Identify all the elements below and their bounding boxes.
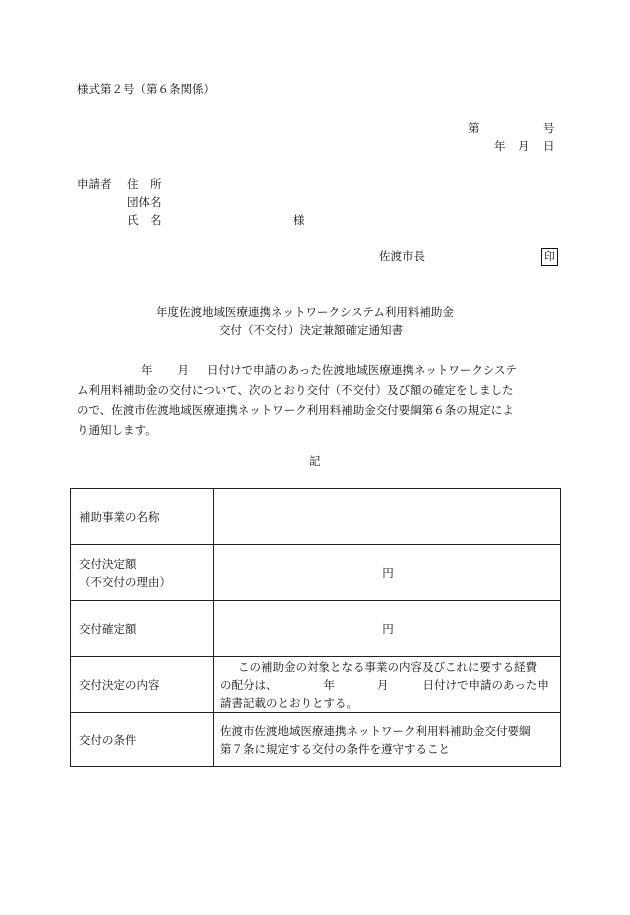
paragraph-line-3: ので、佐渡市佐渡地域医療連携ネットワーク利用料補助金交付要綱第６条の規定によ [77, 403, 514, 417]
date-year: 年 [494, 139, 506, 153]
paragraph-line-1 [77, 360, 555, 380]
date-month: 月 [518, 139, 530, 153]
conditions-line-2: 第７条に規定する交付の条件を遵守すること [220, 741, 450, 756]
row-value-project-name [214, 489, 561, 545]
paragraph-year: 年 [141, 363, 153, 377]
row-label-conditions: 交付の条件 [71, 713, 214, 767]
seal-mark: 印 [541, 248, 558, 266]
document-title-line2: 交付（不交付）決定兼額確定通知書 [219, 323, 403, 337]
non-grant-reason-label: （不交付の理由） [79, 574, 171, 589]
notice-paragraph [77, 360, 555, 440]
ki-marker: 記 [309, 454, 321, 468]
form-number: 様式第２号（第６条関係） [77, 82, 215, 96]
honorific: 様 [293, 213, 305, 227]
decision-content-month: 月 [377, 677, 389, 692]
table-row [71, 713, 561, 767]
decision-content-year: 年 [323, 677, 335, 692]
decision-content-line-3: 請書記載のとおりとする。 [220, 695, 358, 710]
decision-amount-label: 交付決定額 [79, 556, 137, 571]
paragraph-line-2: ム利用料補助金の交付について、次のとおり交付（不交付）及び額の確定をしました [77, 383, 514, 397]
date-day: 日 [543, 139, 555, 153]
paragraph-line-4: り通知します。 [77, 423, 157, 437]
details-table [70, 488, 561, 767]
group-name-label: 団体名 [127, 195, 162, 209]
issuer-name: 佐渡市長 [379, 249, 425, 263]
decision-content-line-1-text: この補助金の対象となる事業の内容及びこれに要する経費 [238, 659, 537, 674]
paragraph-month: 月 [177, 363, 189, 377]
table-row [71, 657, 561, 713]
decision-content-line-2-a: の配分は、 [220, 677, 278, 692]
doc-number-suffix: 号 [543, 121, 555, 135]
decision-content-line-2 [220, 676, 556, 694]
table-row [71, 489, 561, 545]
doc-number-prefix: 第 [468, 121, 480, 135]
table-row [71, 545, 561, 601]
conditions-line-1: 佐渡市佐渡地域医療連携ネットワーク利用料補助金交付要綱 [220, 723, 531, 738]
row-label-decision-content: 交付決定の内容 [71, 657, 214, 713]
document-title-line1: 年度佐渡地域医療連携ネットワークシステム利用料補助金 [156, 305, 454, 319]
address-label: 住 所 [127, 177, 162, 191]
row-label-confirmed-amount: 交付確定額 [71, 601, 214, 657]
row-label-decision-amount [71, 545, 214, 601]
person-name-label: 氏 名 [127, 213, 162, 227]
decision-content-line-1 [220, 658, 556, 676]
row-value-decision-amount: 円 [214, 545, 561, 601]
paragraph-line-1-text: 日付けで申請のあった佐渡地域医療連携ネットワークシステ [207, 363, 517, 377]
row-value-confirmed-amount: 円 [214, 601, 561, 657]
table-row [71, 601, 561, 657]
applicant-label: 申請者 [77, 177, 112, 191]
row-value-conditions [214, 713, 561, 767]
decision-content-line-2-b: 日付けで申請のあった申 [422, 677, 549, 692]
row-label-project-name: 補助事業の名称 [71, 489, 214, 545]
row-value-decision-content [214, 657, 561, 713]
